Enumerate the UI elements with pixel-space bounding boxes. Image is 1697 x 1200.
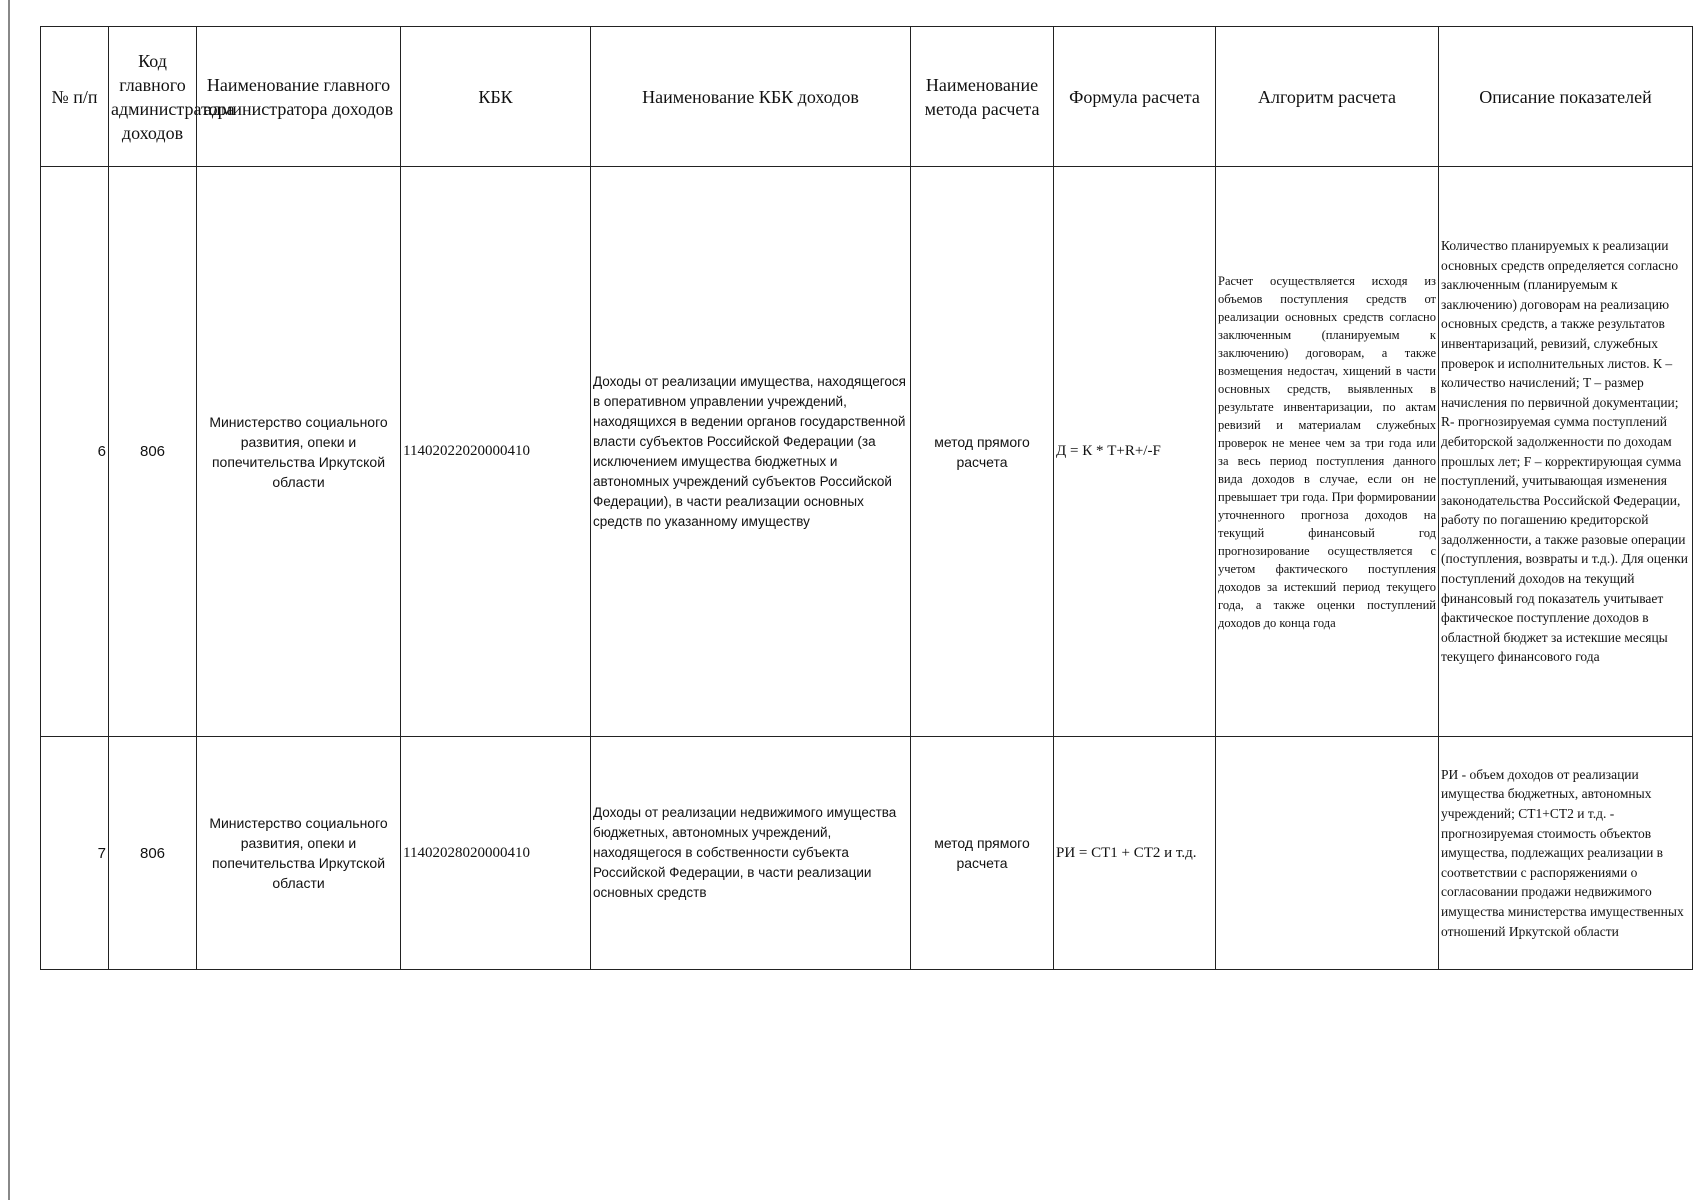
table-row — [41, 737, 1693, 970]
header-kbk: КБК — [401, 27, 591, 167]
row-admin-code: 806 — [109, 737, 197, 970]
row-algorithm: Расчет осуществляется исходя из объемов поступления средств от реализации основных средств согласно заключенным (планируемым к заключению) договорам, а также возмещения недостач, хищений в части основных средств, выявленных в результате инвентаризации, по актам ревизий и материалам служебных проверок не менее чем за три года или за весь период поступления данного вида доходов в случае, если он не превышает три года. При формировании уточненного прогноза доходов на текущий финансовый год прогнозирование осуществляется с учетом фактического поступления доходов за истекший период текущего года, а также оценки поступлений доходов до конца года — [1216, 167, 1439, 737]
row-kbk: 11402022020000410 — [401, 167, 591, 737]
revenue-calculation-table — [40, 26, 1693, 970]
row-kbk-name: Доходы от реализации недвижимого имущества бюджетных, автономных учреждений, находящегося в собственности субъекта Российской Федерации, в части реализации основных средств — [591, 737, 911, 970]
header-admin-name: Наименование главного администратора доходов — [197, 27, 401, 167]
header-method: Наименование метода расчета — [911, 27, 1054, 167]
table-header-row — [41, 27, 1693, 167]
header-kbk-name: Наименование КБК доходов — [591, 27, 911, 167]
row-num: 6 — [41, 167, 109, 737]
header-formula: Формула расчета — [1054, 27, 1216, 167]
header-admin-code: Код главного администратора доходов — [109, 27, 197, 167]
row-kbk: 11402028020000410 — [401, 737, 591, 970]
header-algorithm: Алгоритм расчета — [1216, 27, 1439, 167]
row-admin-name: Министерство социального развития, опеки и попечительства Иркутской области — [197, 737, 401, 970]
row-formula: Д = К * T+R+/-F — [1054, 167, 1216, 737]
row-kbk-name: Доходы от реализации имущества, находящегося в оперативном управлении учреждений, находящихся в ведении органов государственной власти субъектов Российской Федерации (за исключением имущества бюджетных и автономных учреждений субъектов Российской Федерации), в части реализации основных средств по указанному имуществу — [591, 167, 911, 737]
row-admin-name: Министерство социального развития, опеки и попечительства Иркутской области — [197, 167, 401, 737]
row-num: 7 — [41, 737, 109, 970]
header-description: Описание показателей — [1439, 27, 1693, 167]
header-num: № п/п — [41, 27, 109, 167]
table-row — [41, 167, 1693, 737]
row-method: метод прямого расчета — [911, 737, 1054, 970]
row-method: метод прямого расчета — [911, 167, 1054, 737]
row-algorithm — [1216, 737, 1439, 970]
row-formula: РИ = СТ1 + СТ2 и т.д. — [1054, 737, 1216, 970]
row-description: РИ - объем доходов от реализации имущества бюджетных, автономных учреждений; СТ1+СТ2 и т.д. - прогнозируемая стоимость объектов имущества, подлежащих реализации в соответствии с распоряжениями о согласовании продажи недвижимого имущества министерства имущественных отношений Иркутской области — [1439, 737, 1693, 970]
row-description: Количество планируемых к реализации основных средств определяется согласно заключенным (планируемым к заключению) договорам на реализацию основных средств, а также результатов инвентаризаций, ревизий, служебных проверок и исполнительных листов. К – количество начислений; T – размер начисления по первичной документации; R- прогнозируемая сумма поступлений дебиторской задолженности по доходам прошлых лет; F – корректирующая сумма поступлений, учитывающая изменения законодательства Российской Федерации, работу по погашению кредиторской задолженности, а также разовые операции (поступления, возвраты и т.д.). Для оценки поступлений доходов на текущий финансовый год показатель учитывает фактическое поступление доходов в областной бюджет за истекшие месяцы текущего финансового года — [1439, 167, 1693, 737]
row-admin-code: 806 — [109, 167, 197, 737]
scan-left-edge — [8, 0, 10, 1200]
